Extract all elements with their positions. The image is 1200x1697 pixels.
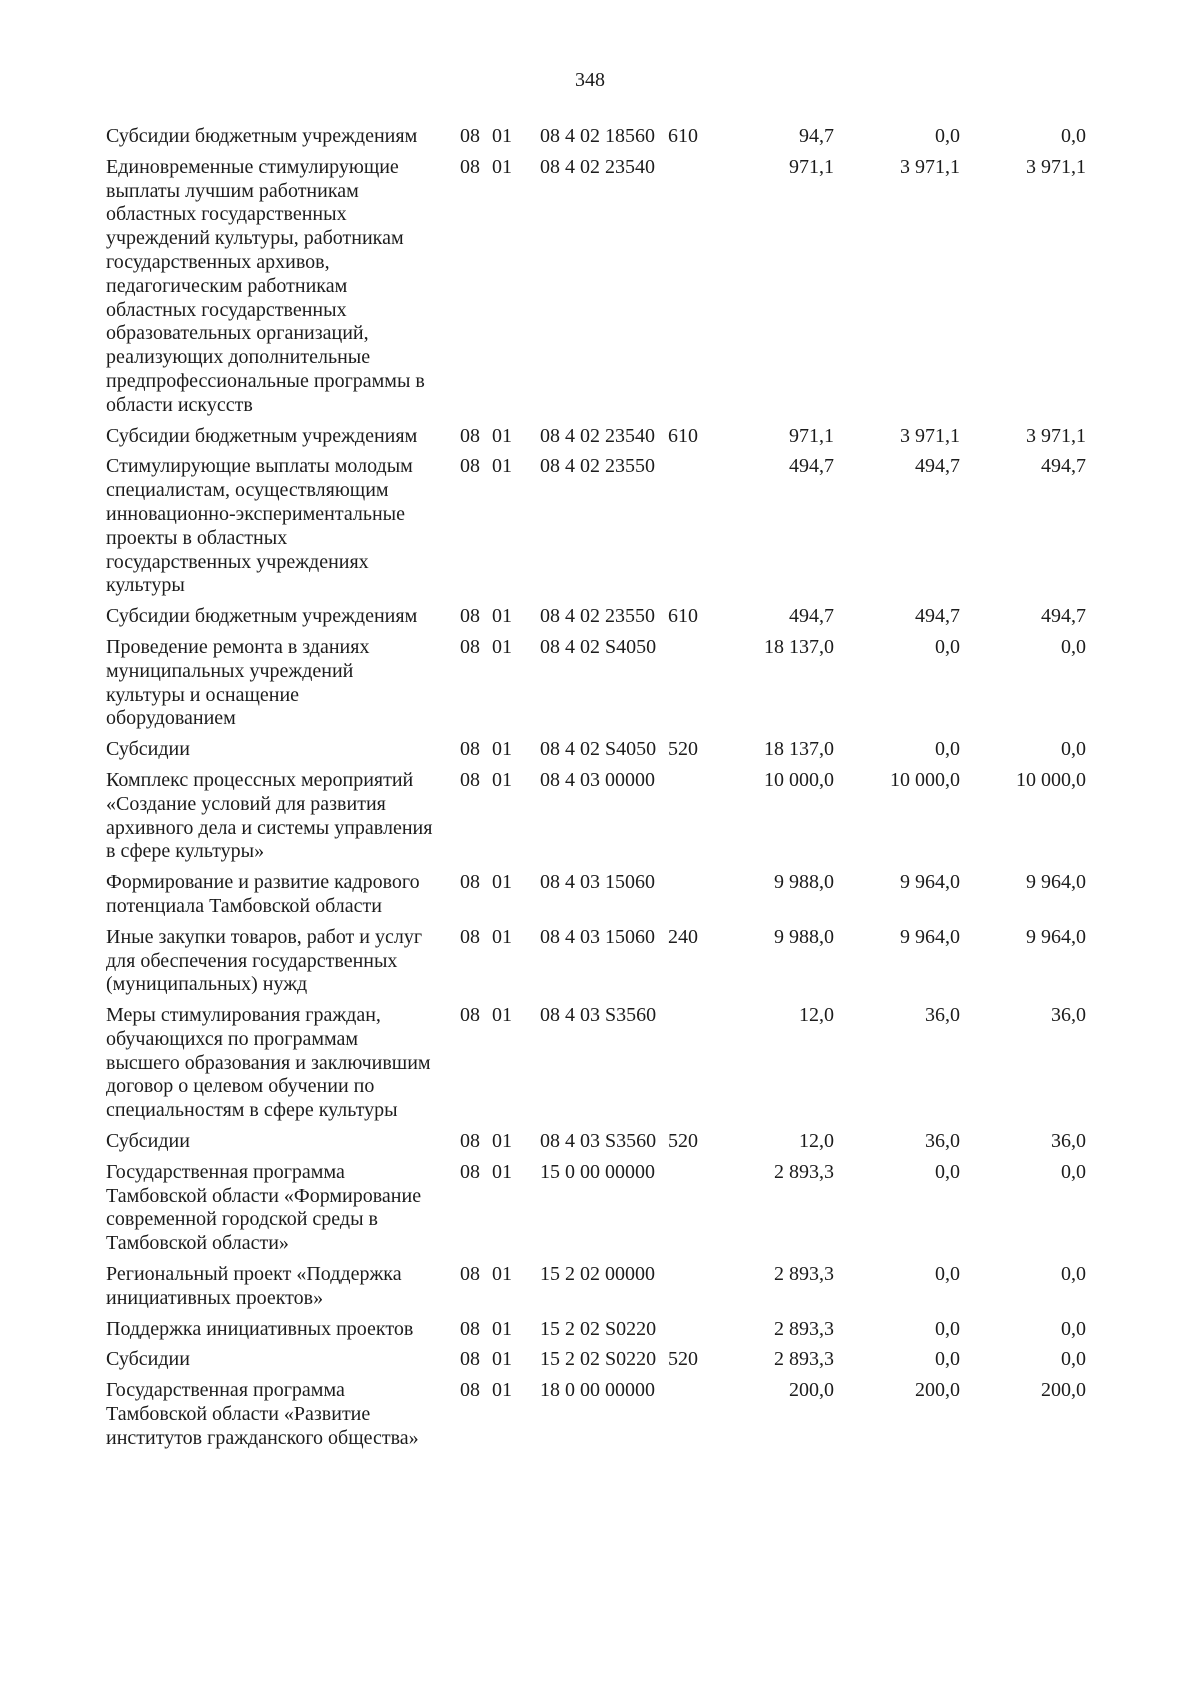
razdel-code: 08	[460, 1130, 480, 1153]
budget-row	[106, 1318, 1086, 1349]
podrazdel-code: 01	[492, 605, 512, 628]
podrazdel-code: 01	[492, 155, 512, 178]
amount-col-3: 36,0	[1051, 1004, 1086, 1027]
budget-row	[106, 769, 1086, 871]
target-article-code: 18 0 00 00000	[540, 1379, 655, 1402]
budget-row	[106, 605, 1086, 636]
podrazdel-code: 01	[492, 738, 512, 761]
target-article-code: 08 4 03 S3560	[540, 1004, 657, 1027]
row-name: Региональный проект «Поддержка инициативных проектов»	[106, 1263, 402, 1309]
target-article-code: 08 4 02 23540	[540, 155, 655, 178]
amount-col-1: 94,7	[799, 125, 834, 147]
razdel-code: 08	[460, 1263, 480, 1286]
amount-col-2: 0,0	[935, 125, 960, 147]
amount-col-3: 0,0	[1061, 125, 1086, 147]
amount-col-1: 971,1	[789, 155, 834, 178]
expense-type-code	[668, 156, 708, 418]
row-name: Государственная программа Тамбовской области «Формирование современной городской среды в Тамбовской области»	[106, 1160, 422, 1255]
budget-row	[106, 738, 1086, 769]
amount-col-2: 3 971,1	[900, 424, 960, 447]
row-name: Стимулирующие выплаты молодым специалистам, осуществляющим инновационно-экспериментальные проекты в областных государственных учреждениях культуры	[106, 455, 413, 597]
target-article-code: 15 0 00 00000	[540, 1160, 655, 1183]
target-article-code: 08 4 02 S4050	[540, 635, 657, 658]
razdel-code: 08	[460, 155, 480, 178]
budget-row	[106, 926, 1086, 1004]
row-name: Субсидии	[106, 1130, 190, 1153]
budget-table	[106, 125, 1086, 1458]
amount-col-2: 9 964,0	[900, 925, 960, 948]
target-article-code: 15 2 02 00000	[540, 1263, 655, 1286]
expense-type-code	[668, 871, 708, 919]
podrazdel-code: 01	[492, 768, 512, 791]
amount-col-3: 0,0	[1061, 635, 1086, 658]
amount-col-3: 3 971,1	[1026, 424, 1086, 447]
amount-col-1: 9 988,0	[774, 925, 834, 948]
podrazdel-code: 01	[492, 455, 512, 478]
amount-col-3: 0,0	[1061, 1160, 1086, 1183]
podrazdel-code: 01	[492, 1317, 512, 1340]
amount-col-3: 494,7	[1041, 455, 1086, 478]
amount-col-3: 200,0	[1041, 1379, 1086, 1402]
budget-row	[106, 156, 1086, 425]
row-name: Формирование и развитие кадрового потенциала Тамбовской области	[106, 871, 420, 917]
amount-col-1: 971,1	[789, 424, 834, 447]
amount-col-3: 0,0	[1061, 738, 1086, 761]
amount-col-2: 0,0	[935, 1317, 960, 1340]
expense-type-code	[668, 1379, 708, 1450]
amount-col-2: 0,0	[935, 1348, 960, 1371]
target-article-code: 08 4 02 23550	[540, 605, 655, 628]
row-name: Государственная программа Тамбовской области «Развитие институтов гражданского общества»	[106, 1379, 419, 1449]
amount-col-1: 2 893,3	[774, 1317, 834, 1340]
podrazdel-code: 01	[492, 1160, 512, 1183]
amount-col-1: 2 893,3	[774, 1348, 834, 1371]
razdel-code: 08	[460, 635, 480, 658]
budget-row	[106, 455, 1086, 605]
expense-type-code: 520	[668, 738, 698, 761]
amount-col-3: 3 971,1	[1026, 155, 1086, 178]
amount-col-2: 0,0	[935, 738, 960, 761]
expense-type-code	[668, 769, 708, 864]
amount-col-1: 12,0	[799, 1004, 834, 1027]
podrazdel-code: 01	[492, 1263, 512, 1286]
target-article-code: 08 4 02 23540	[540, 424, 655, 447]
razdel-code: 08	[460, 925, 480, 948]
razdel-code: 08	[460, 1348, 480, 1371]
expense-type-code	[668, 636, 708, 731]
amount-col-1: 18 137,0	[764, 738, 834, 761]
amount-col-2: 494,7	[915, 605, 960, 628]
expense-type-code	[668, 1161, 708, 1256]
row-name: Субсидии	[106, 738, 190, 761]
row-name: Комплекс процессных мероприятий «Создание условий для развития архивного дела и системы управления в сфере культуры»	[106, 768, 433, 863]
expense-type-code: 520	[668, 1130, 698, 1153]
amount-col-3: 0,0	[1061, 1348, 1086, 1371]
amount-col-3: 9 964,0	[1026, 925, 1086, 948]
row-name: Поддержка инициативных проектов	[106, 1317, 414, 1340]
podrazdel-code: 01	[492, 424, 512, 447]
expense-type-code: 610	[668, 605, 698, 628]
razdel-code: 08	[460, 1160, 480, 1183]
budget-row	[106, 125, 1086, 156]
budget-row	[106, 871, 1086, 926]
razdel-code: 08	[460, 738, 480, 761]
amount-col-2: 0,0	[935, 1263, 960, 1286]
podrazdel-code: 01	[492, 1130, 512, 1153]
amount-col-3: 494,7	[1041, 605, 1086, 628]
amount-col-2: 3 971,1	[900, 155, 960, 178]
amount-col-2: 36,0	[925, 1004, 960, 1027]
amount-col-3: 0,0	[1061, 1317, 1086, 1340]
target-article-code: 08 4 03 15060	[540, 871, 655, 894]
row-name: Единовременные стимулирующие выплаты лучшим работникам областных государственных учреждений культуры, работникам государственных архивов, педагогическим работникам областных государственных образовательных организаций, реализующих дополнительные предпрофессиональные программы в области искусств	[106, 155, 425, 416]
podrazdel-code: 01	[492, 125, 512, 147]
amount-col-2: 36,0	[925, 1130, 960, 1153]
amount-col-2: 9 964,0	[900, 871, 960, 894]
amount-col-2: 494,7	[915, 455, 960, 478]
expense-type-code: 520	[668, 1348, 698, 1371]
amount-col-1: 12,0	[799, 1130, 834, 1153]
target-article-code: 08 4 02 18560	[540, 125, 655, 147]
budget-row	[106, 1130, 1086, 1161]
podrazdel-code: 01	[492, 1348, 512, 1371]
razdel-code: 08	[460, 1379, 480, 1402]
expense-type-code	[668, 455, 708, 598]
amount-col-1: 200,0	[789, 1379, 834, 1402]
row-name: Субсидии бюджетным учреждениям	[106, 605, 418, 628]
target-article-code: 15 2 02 S0220	[540, 1348, 657, 1371]
expense-type-code: 610	[668, 125, 698, 147]
podrazdel-code: 01	[492, 635, 512, 658]
razdel-code: 08	[460, 605, 480, 628]
row-name: Меры стимулирования граждан, обучающихся по программам высшего образования и заключившим договор о целевом обучении по специальностям в сфере культуры	[106, 1004, 431, 1122]
amount-col-2: 10 000,0	[890, 768, 960, 791]
amount-col-1: 10 000,0	[764, 768, 834, 791]
amount-col-1: 18 137,0	[764, 635, 834, 658]
row-name: Субсидии	[106, 1348, 190, 1371]
amount-col-1: 2 893,3	[774, 1263, 834, 1286]
amount-col-2: 0,0	[935, 635, 960, 658]
target-article-code: 08 4 03 15060	[540, 925, 655, 948]
target-article-code: 08 4 02 23550	[540, 455, 655, 478]
row-name: Проведение ремонта в зданиях муниципальных учреждений культуры и оснащение оборудованием	[106, 635, 370, 730]
amount-col-1: 9 988,0	[774, 871, 834, 894]
razdel-code: 08	[460, 871, 480, 894]
razdel-code: 08	[460, 1004, 480, 1027]
amount-col-3: 9 964,0	[1026, 871, 1086, 894]
razdel-code: 08	[460, 768, 480, 791]
razdel-code: 08	[460, 125, 480, 147]
budget-row	[106, 636, 1086, 738]
podrazdel-code: 01	[492, 1379, 512, 1402]
expense-type-code: 610	[668, 424, 698, 447]
expense-type-code: 240	[668, 925, 698, 948]
target-article-code: 08 4 02 S4050	[540, 738, 657, 761]
row-name: Субсидии бюджетным учреждениям	[106, 125, 418, 147]
budget-row	[106, 1263, 1086, 1318]
amount-col-1: 494,7	[789, 455, 834, 478]
amount-col-2: 200,0	[915, 1379, 960, 1402]
amount-col-3: 36,0	[1051, 1130, 1086, 1153]
budget-row	[106, 1161, 1086, 1263]
amount-col-3: 0,0	[1061, 1263, 1086, 1286]
podrazdel-code: 01	[492, 871, 512, 894]
row-name: Субсидии бюджетным учреждениям	[106, 424, 418, 447]
razdel-code: 08	[460, 1317, 480, 1340]
podrazdel-code: 01	[492, 1004, 512, 1027]
amount-col-2: 0,0	[935, 1160, 960, 1183]
expense-type-code	[668, 1263, 708, 1311]
target-article-code: 08 4 03 S3560	[540, 1130, 657, 1153]
razdel-code: 08	[460, 424, 480, 447]
target-article-code: 15 2 02 S0220	[540, 1317, 657, 1340]
podrazdel-code: 01	[492, 925, 512, 948]
amount-col-3: 10 000,0	[1016, 768, 1086, 791]
amount-col-1: 2 893,3	[774, 1160, 834, 1183]
razdel-code: 08	[460, 455, 480, 478]
budget-row	[106, 425, 1086, 456]
expense-type-code	[668, 1318, 708, 1342]
budget-row	[106, 1004, 1086, 1130]
page-number: 348	[575, 69, 605, 91]
row-name: Иные закупки товаров, работ и услуг для обеспечения государственных (муниципальных) нужд	[106, 925, 423, 996]
amount-col-1: 494,7	[789, 605, 834, 628]
target-article-code: 08 4 03 00000	[540, 768, 655, 791]
budget-row	[106, 1348, 1086, 1379]
expense-type-code	[668, 1004, 708, 1123]
budget-row	[106, 1379, 1086, 1457]
